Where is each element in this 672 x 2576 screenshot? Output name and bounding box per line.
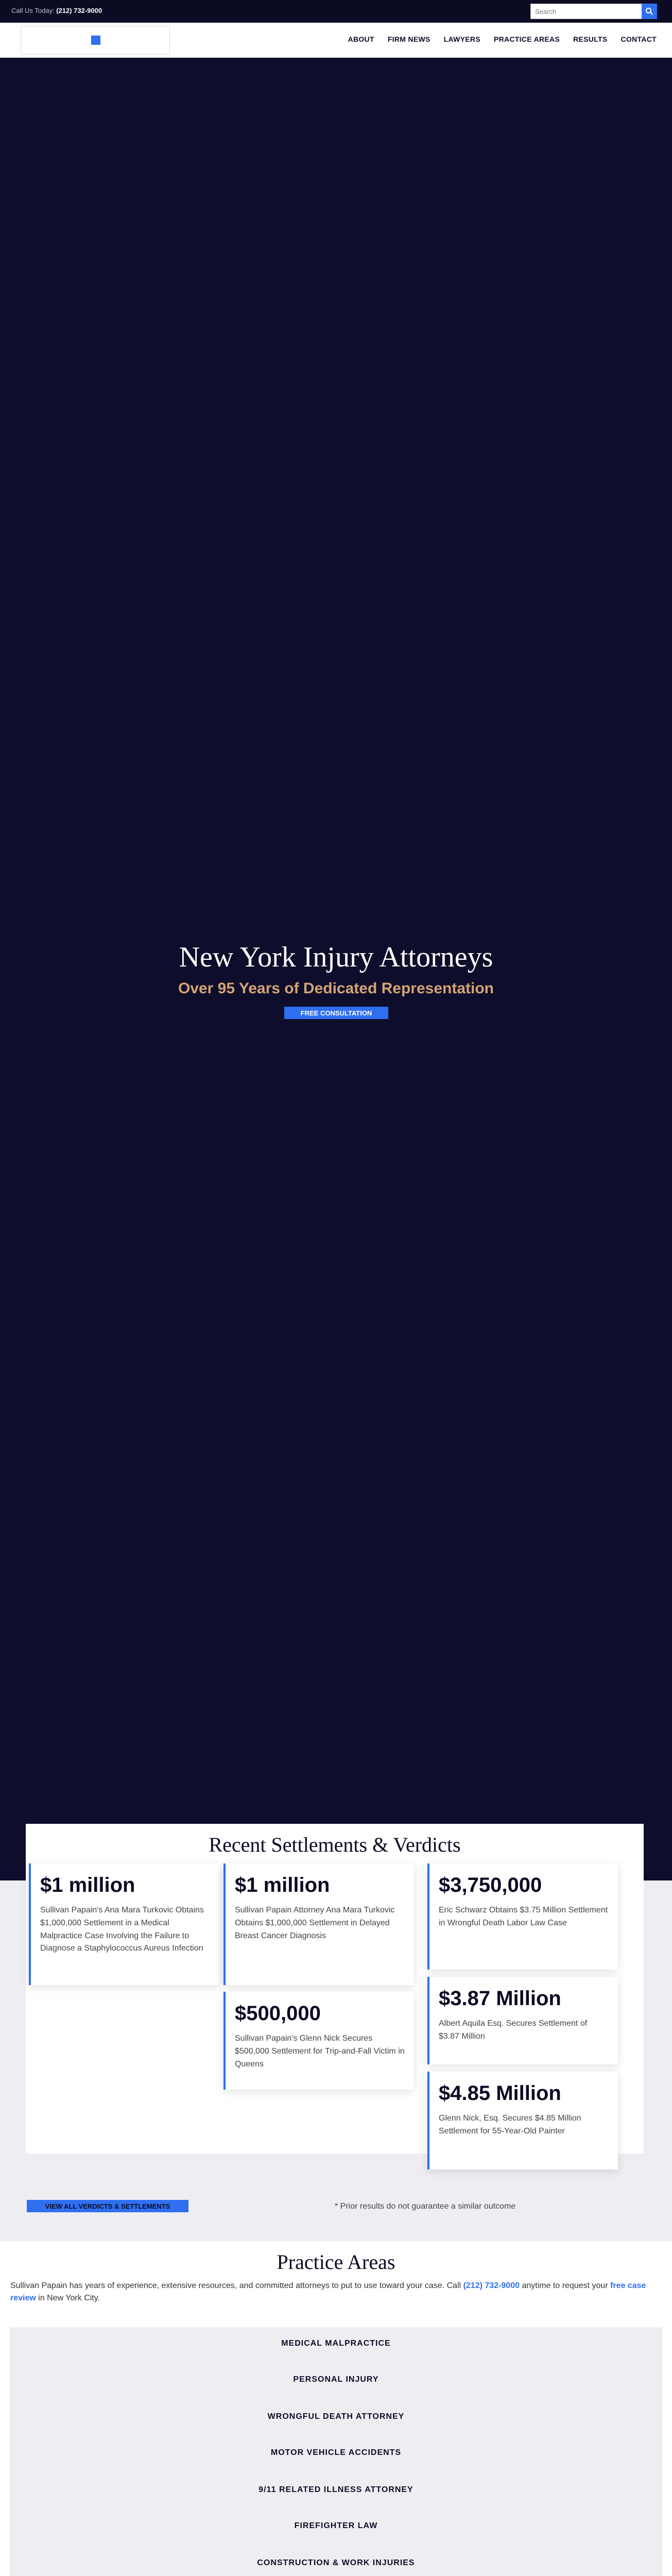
call-us-text xyxy=(11,7,102,14)
settlement-card[interactable] xyxy=(427,1863,618,1970)
settlement-description: Eric Schwarz Obtains $3.75 Million Settlement in Wrongful Death Labor Law Case xyxy=(439,1906,608,1927)
practice-area-medical-malpractice[interactable]: MEDICAL MALPRACTICE xyxy=(281,2339,391,2348)
settlements-title: Recent Settlements & Verdicts xyxy=(209,1833,461,1856)
settlement-description: Albert Aquila Esq. Secures Settlement of $3.87 Million xyxy=(439,2019,588,2041)
practice-areas-intro xyxy=(10,2280,662,2304)
search-icon xyxy=(645,7,653,15)
settlement-card[interactable] xyxy=(29,1863,219,1985)
settlement-amount: $3,750,000 xyxy=(439,1874,542,1896)
logo-image-placeholder xyxy=(91,36,100,45)
settlement-description: Sullivan Papain's Ana Mara Turkovic Obtains $1,000,000 Settlement in a Medical Malpractice Case Involving the Failure to Diagnose a Staphylococcus Aureus Infection xyxy=(40,1906,204,1953)
free-consultation-button[interactable]: FREE CONSULTATION xyxy=(284,1007,388,1019)
settlement-amount: $500,000 xyxy=(235,2002,321,2025)
practice-area-911-illness[interactable]: 9/11 RELATED ILLNESS ATTORNEY xyxy=(259,2485,413,2494)
hero-section xyxy=(0,58,672,1880)
practice-area-motor-vehicle[interactable]: MOTOR VEHICLE ACCIDENTS xyxy=(270,2448,402,2457)
nav-item-lawyers[interactable]: LAWYERS xyxy=(443,35,480,43)
settlement-card[interactable] xyxy=(223,1992,414,2090)
settlement-card[interactable] xyxy=(427,2072,618,2170)
settlement-amount: $3.87 Million xyxy=(439,1987,561,2010)
nav-item-about[interactable]: ABOUT xyxy=(348,35,374,43)
settlement-description: Glenn Nick, Esq. Secures $4.85 Million Settlement for 55-Year-Old Painter xyxy=(439,2114,581,2136)
phone-link[interactable]: (212) 732-9000 xyxy=(56,7,102,14)
settlement-amount: $1 million xyxy=(235,1874,330,1896)
intro-text: in New York City. xyxy=(38,2294,100,2302)
settlement-card[interactable] xyxy=(427,1977,618,2064)
settlement-description: Sullivan Papain Attorney Ana Mara Turkovic Obtains $1,000,000 Settlement in Delayed Breast Cancer Diagnosis xyxy=(235,1906,395,1940)
main-navigation xyxy=(0,23,672,58)
nav-item-contact[interactable]: CONTACT xyxy=(621,35,657,43)
hero-title: New York Injury Attorneys xyxy=(179,941,493,973)
intro-text: Sullivan Papain has years of experience, extensive resources, and committed attorneys to put to use toward your case. Call xyxy=(10,2281,461,2290)
practice-area-firefighter-law[interactable]: FIREFIGHTER LAW xyxy=(294,2521,378,2530)
site-logo[interactable] xyxy=(21,26,170,55)
practice-area-wrongful-death[interactable]: WRONGFUL DEATH ATTORNEY xyxy=(267,2412,405,2421)
search-input[interactable]: Search xyxy=(530,4,643,19)
intro-phone-link[interactable]: (212) 732-9000 xyxy=(463,2281,520,2290)
nav-menu xyxy=(348,35,657,43)
nav-item-results[interactable]: RESULTS xyxy=(573,35,608,43)
settlement-amount: $4.85 Million xyxy=(439,2082,561,2105)
search-button[interactable] xyxy=(642,4,657,19)
free-case-review-link[interactable]: free case review xyxy=(10,2281,646,2302)
call-label: Call Us Today: xyxy=(11,7,55,14)
hero-subtitle: Over 95 Years of Dedicated Representation xyxy=(178,980,494,997)
practice-area-personal-injury[interactable]: PERSONAL INJURY xyxy=(293,2375,379,2384)
settlement-card[interactable] xyxy=(223,1863,414,1985)
nav-item-firm-news[interactable]: FIRM NEWS xyxy=(387,35,430,43)
intro-text: anytime to request your xyxy=(522,2281,608,2290)
settlement-amount: $1 million xyxy=(40,1874,135,1896)
nav-item-practice-areas[interactable]: PRACTICE AREAS xyxy=(493,35,560,43)
practice-area-construction[interactable]: CONSTRUCTION & WORK INJURIES xyxy=(257,2558,415,2567)
top-utility-bar xyxy=(0,0,672,23)
view-all-verdicts-button[interactable]: VIEW ALL VERDICTS & SETTLEMENTS xyxy=(27,2200,188,2212)
results-disclaimer: * Prior results do not guarantee a similar outcome xyxy=(335,2202,516,2211)
practice-areas-title: Practice Areas xyxy=(277,2250,395,2274)
settlement-description: Sullivan Papain's Glenn Nick Secures $500,000 Settlement for Trip-and-Fall Victim in Queens xyxy=(235,2034,405,2069)
